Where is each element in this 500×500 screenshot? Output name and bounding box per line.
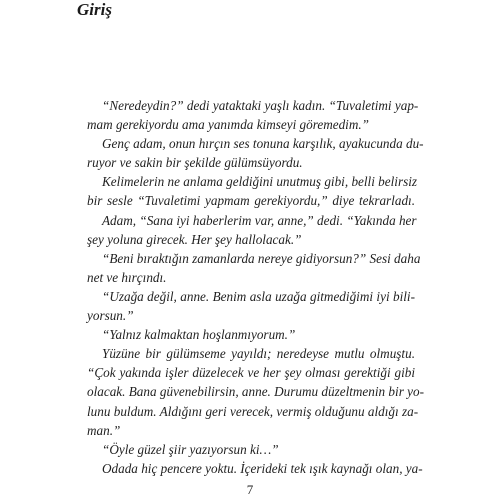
text-line: net ve hırçındı. — [87, 269, 167, 285]
chapter-title: Giriş — [77, 0, 112, 19]
text-line: Odada hiç pencere yoktu. İçerideki tek ışık kaynağı olan, ya- — [102, 460, 423, 476]
text-line: Yüzüne bir gülümseme yayıldı; neredeyse mutlu olmuştu. — [102, 346, 415, 362]
text-line: yorsun.” — [87, 308, 134, 324]
text-line: Genç adam, onun hırçın ses tonuna karşılık, ayakucunda du- — [102, 136, 424, 152]
text-line: man.” — [87, 422, 121, 438]
text-line: lunu buldum. Aldığını geri verecek, vermiş olduğunu aldığı za- — [87, 403, 419, 419]
text-line: “Öyle güzel şiir yazıyorsun ki…” — [102, 441, 279, 457]
body-text — [87, 96, 424, 478]
text-line: “Uzağa değil, anne. Benim asla uzağa gitmediğimi iyi bili- — [102, 288, 415, 304]
text-line: bir sesle “Tuvaletimi yapmam gerekiyordu,” diye tekrarladı. — [87, 193, 415, 209]
text-line: “Neredeydin?” dedi yataktaki yaşlı kadın. “Tuvaletimi yap- — [102, 98, 419, 113]
text-line: şey yoluna girecek. Her şey hallolacak.” — [87, 231, 302, 247]
text-line: “Yalnız kalmaktan hoşlanmıyorum.” — [102, 327, 296, 343]
text-line: “Beni bıraktığın zamanlarda nereye gidiyorsun?” Sesi daha — [102, 250, 421, 266]
text-line: mam gerekiyordu ama yanımda kimseyi göremedim.” — [87, 117, 370, 133]
text-line: Adam, “Sana iyi haberlerim var, anne,” dedi. “Yakında her — [102, 212, 417, 228]
text-line: olacak. Bana güvenebilirsin, anne. Durumu düzeltmenin bir yo- — [87, 384, 424, 400]
page-number: 7 — [246, 482, 254, 497]
text-line: ruyor ve sakin bir şekilde gülümsüyordu. — [87, 155, 303, 171]
text-line: “Çok yakında işler düzelecek ve her şey olması gerektiği gibi — [87, 365, 415, 381]
text-line: Kelimelerin ne anlama geldiğini unutmuş gibi, belli belirsiz — [102, 174, 418, 190]
